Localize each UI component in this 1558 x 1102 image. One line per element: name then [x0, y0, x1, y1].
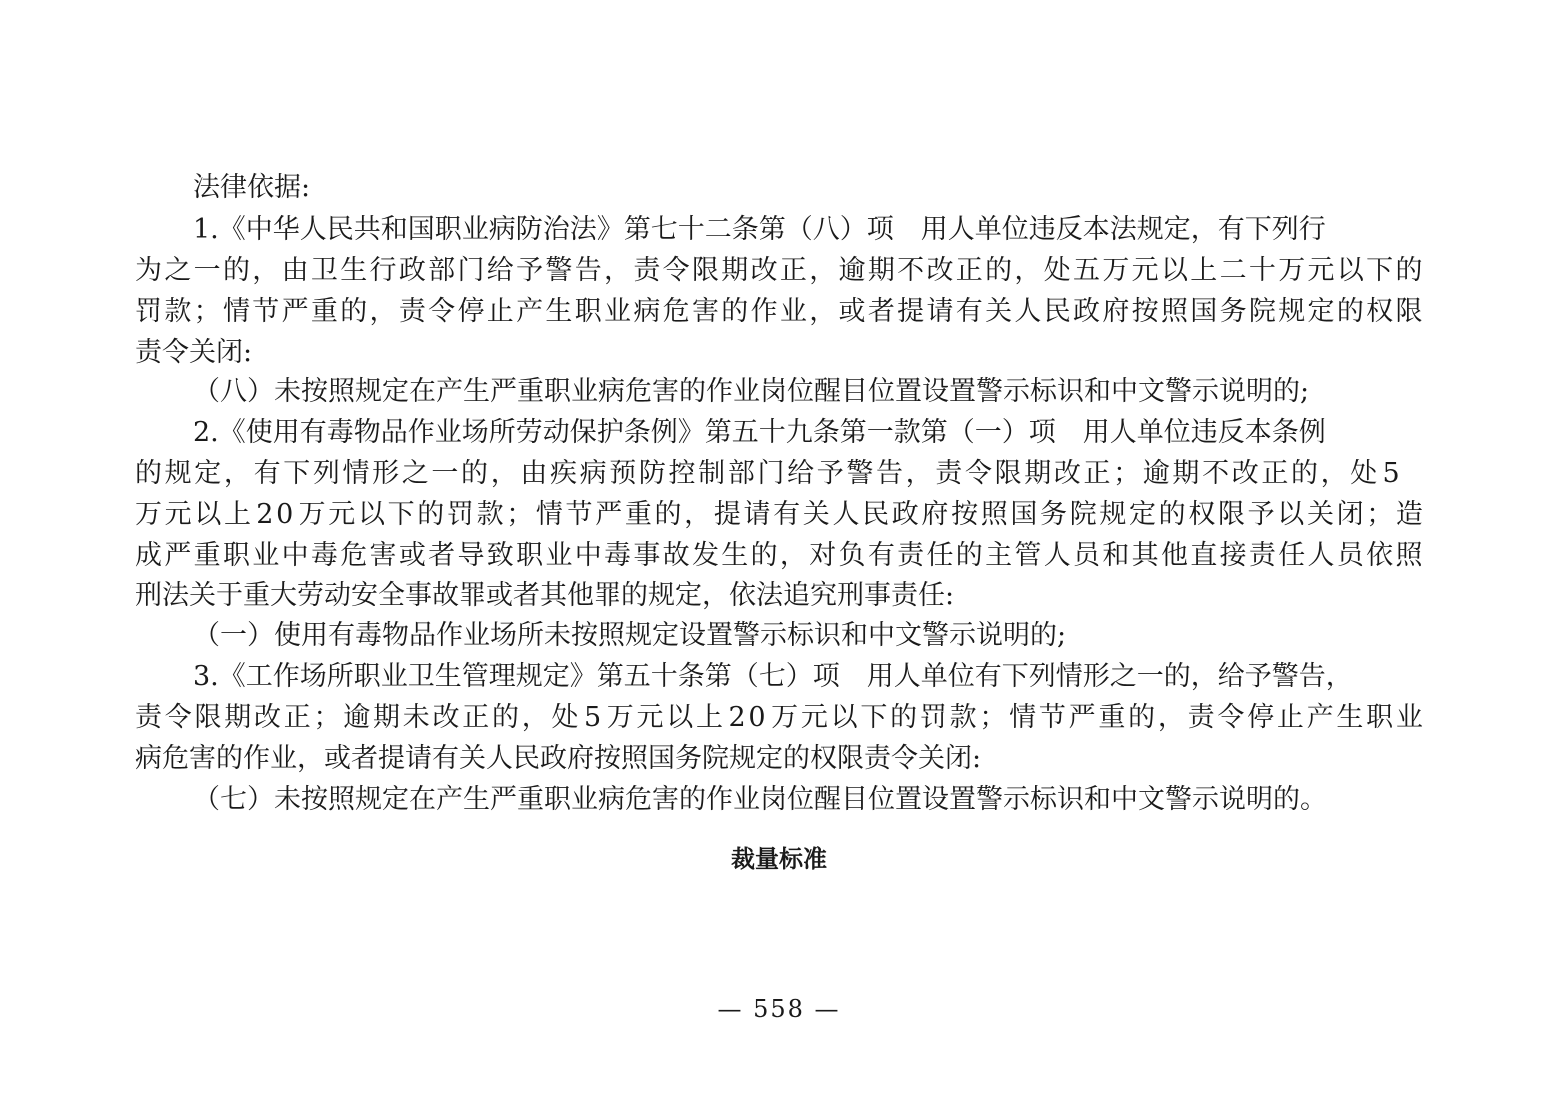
- section-heading: 裁量标准: [731, 845, 827, 873]
- text-line: 罚 款 ； 情 节 严 重 的 ， 责 令 停 止 产 生 职 业 病 危 害 的 作 业 ， 或 者 提 请 有 关 人 民 政 府 按 照 国 务 院 规 定 的 权 限: [135, 296, 1423, 327]
- text-line: 法律依据:: [193, 172, 311, 203]
- text-line: 为 之 一 的 ， 由 卫 生 行 政 部 门 给 予 警 告 ， 责 令 限 期 改 正 ， 逾 期 不 改 正 的 ， 处 五 万 元 以 上 二 十 万 元 以 下 的: [135, 255, 1423, 286]
- text-line: 1.《中华人民共和国职业病防治法》第七十二条第（八）项 用人单位违反本法规定，有下列行: [193, 214, 1326, 245]
- text-line: 成 严 重 职 业 中 毒 危 害 或 者 导 致 职 业 中 毒 事 故 发 生 的 ， 对 负 有 责 任 的 主 管 人 员 和 其 他 直 接 责 任 人 员 依 照: [135, 540, 1423, 571]
- text-line: 刑法关于重大劳动安全事故罪或者其他罪的规定，依法追究刑事责任:: [135, 580, 955, 611]
- text-line: （七）未按照规定在产生严重职业病危害的作业岗位醒目位置设置警示标识和中文警示说明的。: [193, 784, 1327, 815]
- page-number: — 558 —: [717, 995, 841, 1023]
- text-line: （八）未按照规定在产生严重职业病危害的作业岗位醒目位置设置警示标识和中文警示说明的;: [193, 376, 1310, 407]
- text-line: 的 规 定 ， 有 下 列 情 形 之 一 的 ， 由 疾 病 预 防 控 制 部 门 给 予 警 告 ， 责 令 限 期 改 正 ； 逾 期 不 改 正 的 ， 处 5: [135, 458, 1400, 489]
- text-line: 万 元 以 上 2 0 万 元 以 下 的 罚 款 ； 情 节 严 重 的 ， 提 请 有 关 人 民 政 府 按 照 国 务 院 规 定 的 权 限 予 以 关 闭 ； 造: [135, 499, 1423, 530]
- text-line: （一）使用有毒物品作业场所未按照规定设置警示标识和中文警示说明的;: [193, 620, 1067, 651]
- text-line: 3.《工作场所职业卫生管理规定》第五十条第（七）项 用人单位有下列情形之一的，给予警告，: [193, 661, 1353, 692]
- text-line: 病危害的作业，或者提请有关人民政府按照国务院规定的权限责令关闭:: [135, 743, 982, 774]
- text-line: 责令关闭:: [135, 337, 253, 368]
- text-line: 2.《使用有毒物品作业场所劳动保护条例》第五十九条第一款第（一）项 用人单位违反本条例: [193, 417, 1326, 448]
- text-line: 责 令 限 期 改 正 ； 逾 期 未 改 正 的 ， 处 5 万 元 以 上 2 0 万 元 以 下 的 罚 款 ； 情 节 严 重 的 ， 责 令 停 止 产 生 职 业: [135, 702, 1423, 733]
